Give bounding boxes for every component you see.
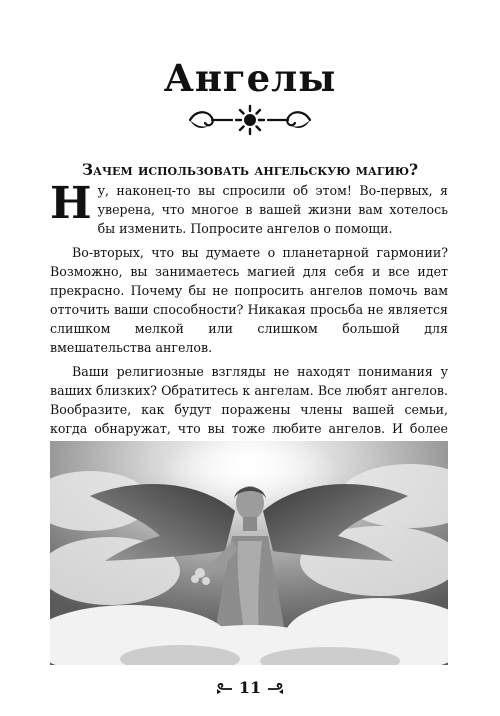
paragraph-1-text: у, наконец-то вы спросили об этом! Во-первых, я уверена, что многое в вашей жизни вам хотелось бы изменить. Попросите ангелов о помощи. [97, 183, 448, 236]
drop-cap: Н [50, 178, 92, 229]
right-scroll-ornament-icon [267, 683, 285, 695]
sun-flourish-ornament-icon [186, 104, 314, 136]
angel-photo-graphic [50, 441, 448, 665]
section-subtitle: Зачем использовать ангельскую магию? [81, 160, 419, 179]
angel-statue-photo [50, 441, 448, 665]
paragraph-2: Во-вторых, что вы думаете о планетарной гармонии? Возможно, вы занимаетесь магией для себя и все идет прекрасно. Почему бы не попросить ангелов помочь вам отточить ваши способности? Никакая просьба не является слишком мелкой или слишком большой для вмешательства ангелов. [50, 245, 448, 355]
page-number [0, 676, 500, 700]
paragraph-3: Ваши религиозные взгляды не находят понимания у ваших близких? Обратитесь к ангелам. Все любят ангелов. Вообразите, как будут поражены члены вашей семьи, когда обнаружат, что вы тоже любите ангелов. И более [50, 364, 448, 436]
chapter-title: Ангелы [163, 56, 337, 100]
left-scroll-ornament-icon [215, 683, 233, 695]
paragraph-1 [50, 178, 448, 238]
page-number-text: 11 [238, 678, 262, 697]
